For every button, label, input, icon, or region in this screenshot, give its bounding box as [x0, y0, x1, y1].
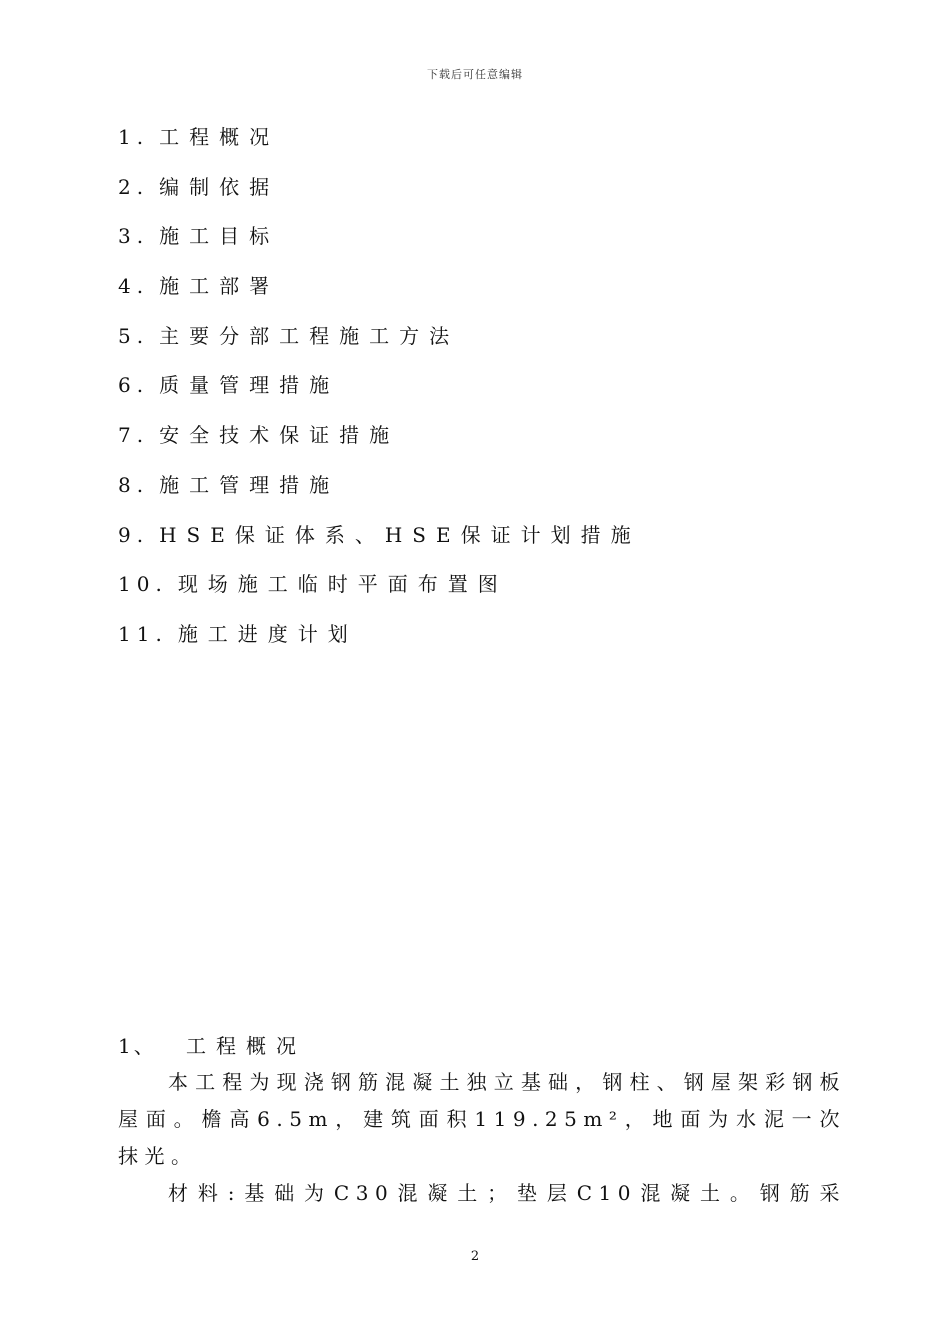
section-number: 1、 — [118, 1034, 157, 1058]
toc-item-text: 编制依据 — [159, 174, 280, 199]
toc-item-number: 9. — [118, 522, 150, 547]
toc-item-text: HSE保证体系、HSE保证计划措施 — [159, 522, 641, 547]
toc-item — [118, 420, 641, 470]
page-number: 2 — [470, 1249, 480, 1264]
table-of-contents — [118, 122, 641, 669]
toc-item-number: 7. — [118, 423, 150, 448]
toc-item — [118, 619, 641, 669]
toc-item — [118, 122, 641, 172]
toc-item-number: 11. — [118, 621, 168, 646]
section-title: 工程概况 — [186, 1034, 306, 1058]
section-paragraph: 本工程为现浇钢筋混凝土独立基础，钢柱、钢屋架彩钢板屋面。檐高6.5m，建筑面积119.25m²，地面为水泥一次抹光。 — [118, 1070, 846, 1168]
section-overview — [118, 1028, 846, 1212]
toc-item — [118, 221, 641, 271]
toc-item — [118, 271, 641, 321]
section-heading — [118, 1028, 846, 1064]
toc-item — [118, 370, 641, 420]
toc-item-number: 10. — [118, 572, 168, 597]
toc-item — [118, 321, 641, 371]
toc-item-text: 质量管理措施 — [159, 373, 340, 398]
toc-item-text: 工程概况 — [159, 125, 280, 149]
toc-item-text: 安全技术保证措施 — [159, 423, 400, 448]
toc-item-text: 施工管理措施 — [159, 472, 340, 497]
section-paragraph: 材料:基础为C30混凝土；垫层C10混凝土。钢筋采 — [168, 1181, 846, 1205]
toc-item-text: 施工进度计划 — [177, 621, 358, 646]
toc-item — [118, 172, 641, 222]
toc-item-number: 4. — [118, 274, 150, 299]
page-header: 下载后可任意编辑 — [427, 68, 523, 81]
toc-item-number: 6. — [118, 373, 150, 398]
toc-item — [118, 520, 641, 570]
toc-item-number: 5. — [118, 323, 150, 348]
toc-item-number: 2. — [118, 174, 150, 199]
toc-item-text: 主要分部工程施工方法 — [159, 323, 460, 348]
toc-item-number: 8. — [118, 472, 150, 497]
toc-item — [118, 470, 641, 520]
toc-item — [118, 569, 641, 619]
toc-item-number: 3. — [118, 224, 150, 249]
toc-item-text: 现场施工临时平面布置图 — [177, 572, 508, 597]
toc-item-number: 1. — [118, 125, 150, 149]
toc-item-text: 施工目标 — [159, 224, 280, 249]
toc-item-text: 施工部署 — [159, 274, 280, 299]
